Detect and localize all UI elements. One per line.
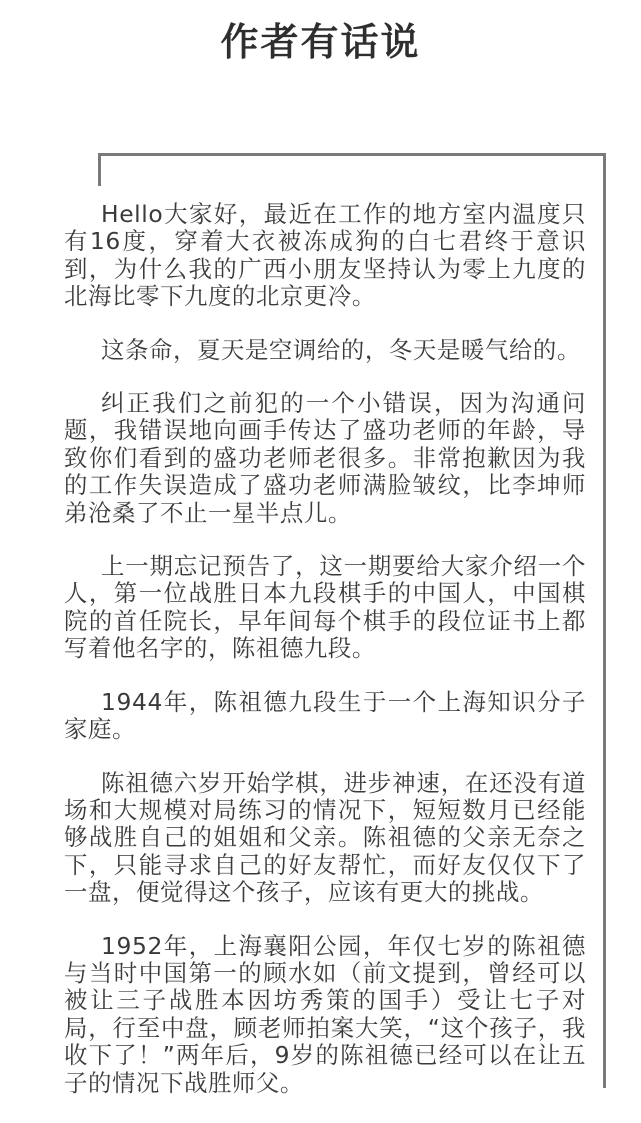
frame-border-top [98,153,606,156]
article-body [64,201,586,1123]
paragraph-intro: Hello大家好，最近在工作的地方室内温度只有16度，穿着大衣被冻成狗的白七君终于意识到，为什么我的广西小朋友坚持认为零上九度的北海比零下九度的北京更冷。 [64,200,586,311]
paragraph-birth: 1944年，陈祖德九段生于一个上海知识分子家庭。 [64,687,586,744]
paragraph-weather: 这条命，夏天是空调给的，冬天是暖气给的。 [101,335,581,364]
frame-border-left [98,153,101,186]
page-title: 作者有话说 [220,19,421,64]
paragraph-correction: 纠正我们之前犯的一个小错误，因为沟通问题，我错误地向画手传达了盛功老师的年龄，导致你们看到的盛功老师老很多。非常抱歉因为我的工作失误造成了盛功老师满脸皱纹，比李坤师弟沧桑了不止一星半点儿。 [64,389,586,527]
paragraph-1952: 1952年，上海襄阳公园，年仅七岁的陈祖德与当时中国第一的顾水如（前文提到，曾经可以被让三子战胜本因坊秀策的国手）受让七子对局，行至中盘，顾老师拍案大笑，“这个孩子，我收下了！”两年后，9岁的陈祖德已经可以在让五子的情况下战胜师父。 [64,931,586,1097]
frame-border-right [603,153,606,1088]
paragraph-introduce-chen: 上一期忘记预告了，这一期要给大家介绍一个人，第一位战胜日本九段棋手的中国人，中国棋院的首任院长，早年间每个棋手的段位证书上都写着他名字的，陈祖德九段。 [64,552,586,663]
paragraph-early-learning: 陈祖德六岁开始学棋，进步神速，在还没有道场和大规模对局练习的情况下，短短数月已经能够战胜自己的姐姐和父亲。陈祖德的父亲无奈之下，只能寻求自己的好友帮忙，而好友仅仅下了一盘，便觉得这个孩子，应该有更大的挑战。 [64,768,586,907]
